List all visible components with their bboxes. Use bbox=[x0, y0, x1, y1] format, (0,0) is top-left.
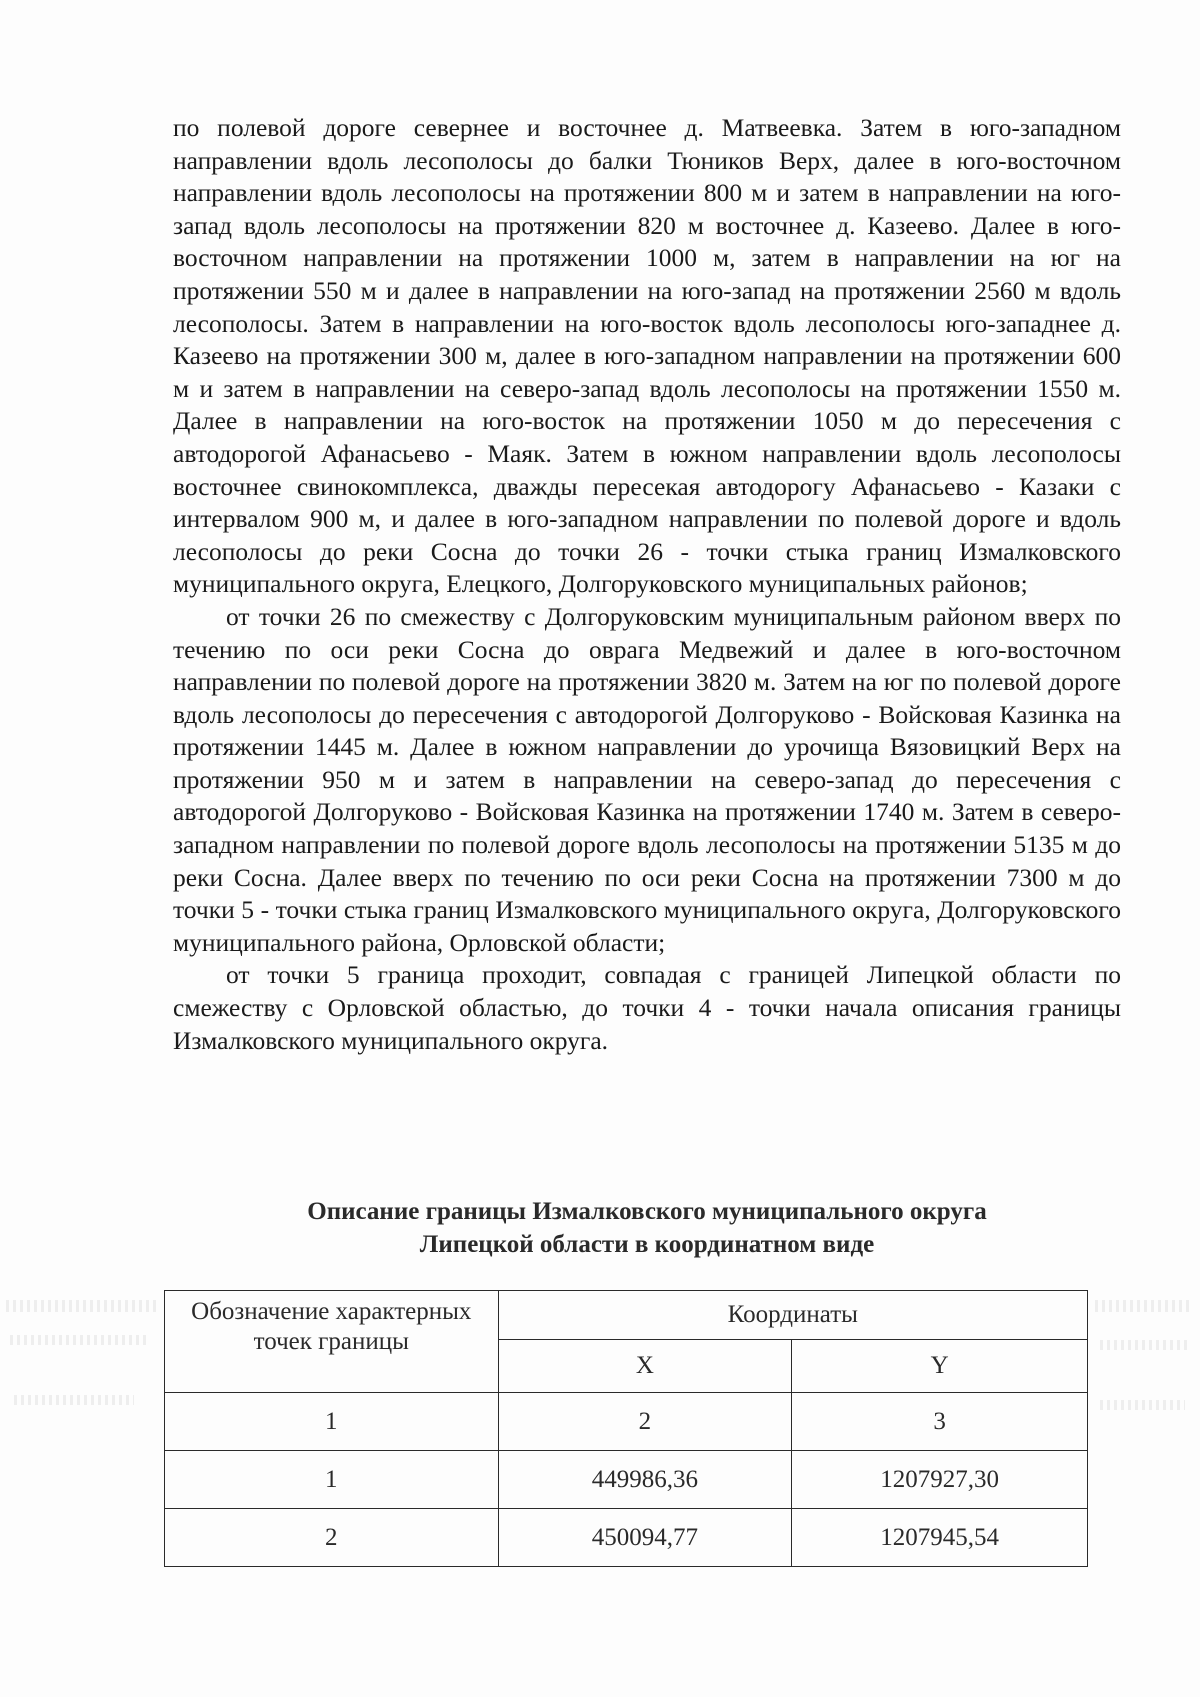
table-row bbox=[165, 1509, 1088, 1567]
table-row bbox=[165, 1451, 1088, 1509]
header-y: Y bbox=[792, 1340, 1088, 1393]
coordinate-x: 450094,77 bbox=[498, 1509, 792, 1567]
coordinate-x: 449986,36 bbox=[498, 1451, 792, 1509]
point-designation: 1 bbox=[165, 1451, 499, 1509]
paragraph-1: по полевой дороге севернее и восточнее д. Матвеевка. Затем в юго-западном направлении вдоль лесополосы до балки Тюников Верх, далее в юго-восточном направлении вдоль лесополосы на протяжении 800 м и затем в направлении на юго-запад вдоль лесополосы на протяжении 820 м восточнее д. Казеево. Далее в юго-восточном направлении на протяжении 1000 м, затем в направлении на юг на протяжении 550 м и далее в направлении на юго-запад на протяжении 2560 м вдоль лесополосы. Затем в направлении на юго-восток вдоль лесополосы юго-западнее д. Казеево на протяжении 300 м, далее в юго-западном направлении на протяжении 600 м и затем в направлении на северо-запад вдоль лесополосы на протяжении 1550 м. Далее в направлении на юго-восток на протяжении 1050 м до пересечения с автодорогой Афанасьево - Маяк. Затем в южном направлении вдоль лесополосы восточнее свинокомплекса, дважды пересекая автодорогу Афанасьево - Казаки с интервалом 900 м, и далее в юго-западном направлении по полевой дороге и вдоль лесополосы до реки Сосна до точки 26 - точки стыка границ Измалковского муниципального округа, Елецкого, Долгоруковского муниципальных районов; bbox=[173, 113, 1121, 599]
coordinates-table bbox=[164, 1290, 1088, 1567]
scan-artifact-right bbox=[1100, 1400, 1185, 1410]
scan-artifact-right bbox=[1095, 1300, 1190, 1312]
section-title-line-1: Описание границы Измалковского муниципального округа bbox=[307, 1198, 987, 1225]
column-number-3: 3 bbox=[792, 1393, 1088, 1451]
column-number-2: 2 bbox=[498, 1393, 792, 1451]
scan-artifact-left bbox=[14, 1395, 134, 1405]
boundary-description-text bbox=[173, 112, 1121, 1057]
table-header-row bbox=[165, 1291, 1088, 1340]
coordinate-y: 1207945,54 bbox=[792, 1509, 1088, 1567]
paragraph-2: от точки 26 по смежеству с Долгоруковским муниципальным районом вверх по течению по оси реки Сосна до оврага Медвежий и далее в юго-восточном направлении по полевой дороге на протяжении 3820 м. Затем на юг по полевой дороге вдоль лесополосы до пересечения с автодорогой Долгоруково - Войсковая Казинка на протяжении 1445 м. Далее в южном направлении до урочища Вязовицкий Верх на протяжении 950 м и затем в направлении на северо-запад до пересечения с автодорогой Долгоруково - Войсковая Казинка на протяжении 1740 м. Затем в северо-западном направлении по полевой дороге вдоль лесополосы на протяжении 5135 м до реки Сосна. Далее вверх по течению по оси реки Сосна на протяжении 7300 м до точки 5 - точки стыка границ Измалковского муниципального округа, Долгоруковского муниципального района, Орловской области; bbox=[173, 601, 1121, 957]
column-number-1: 1 bbox=[165, 1393, 499, 1451]
paragraph-3: от точки 5 граница проходит, совпадая с границей Липецкой области по смежеству с Орловской областью, до точки 4 - точки начала описания границы Измалковского муниципального округа. bbox=[173, 960, 1121, 1055]
header-designation: Обозначение характерных точек границы bbox=[165, 1291, 499, 1393]
point-designation: 2 bbox=[165, 1509, 499, 1567]
scan-artifact-left bbox=[10, 1335, 150, 1345]
scan-artifact-right bbox=[1100, 1340, 1190, 1350]
section-title-line-2: Липецкой области в координатном виде bbox=[419, 1231, 875, 1258]
coordinate-y: 1207927,30 bbox=[792, 1451, 1088, 1509]
header-coordinates: Координаты bbox=[498, 1291, 1087, 1340]
header-x: X bbox=[498, 1340, 792, 1393]
scan-artifact-left bbox=[6, 1300, 156, 1312]
section-title bbox=[173, 1195, 1121, 1261]
table-column-numbers-row bbox=[165, 1393, 1088, 1451]
